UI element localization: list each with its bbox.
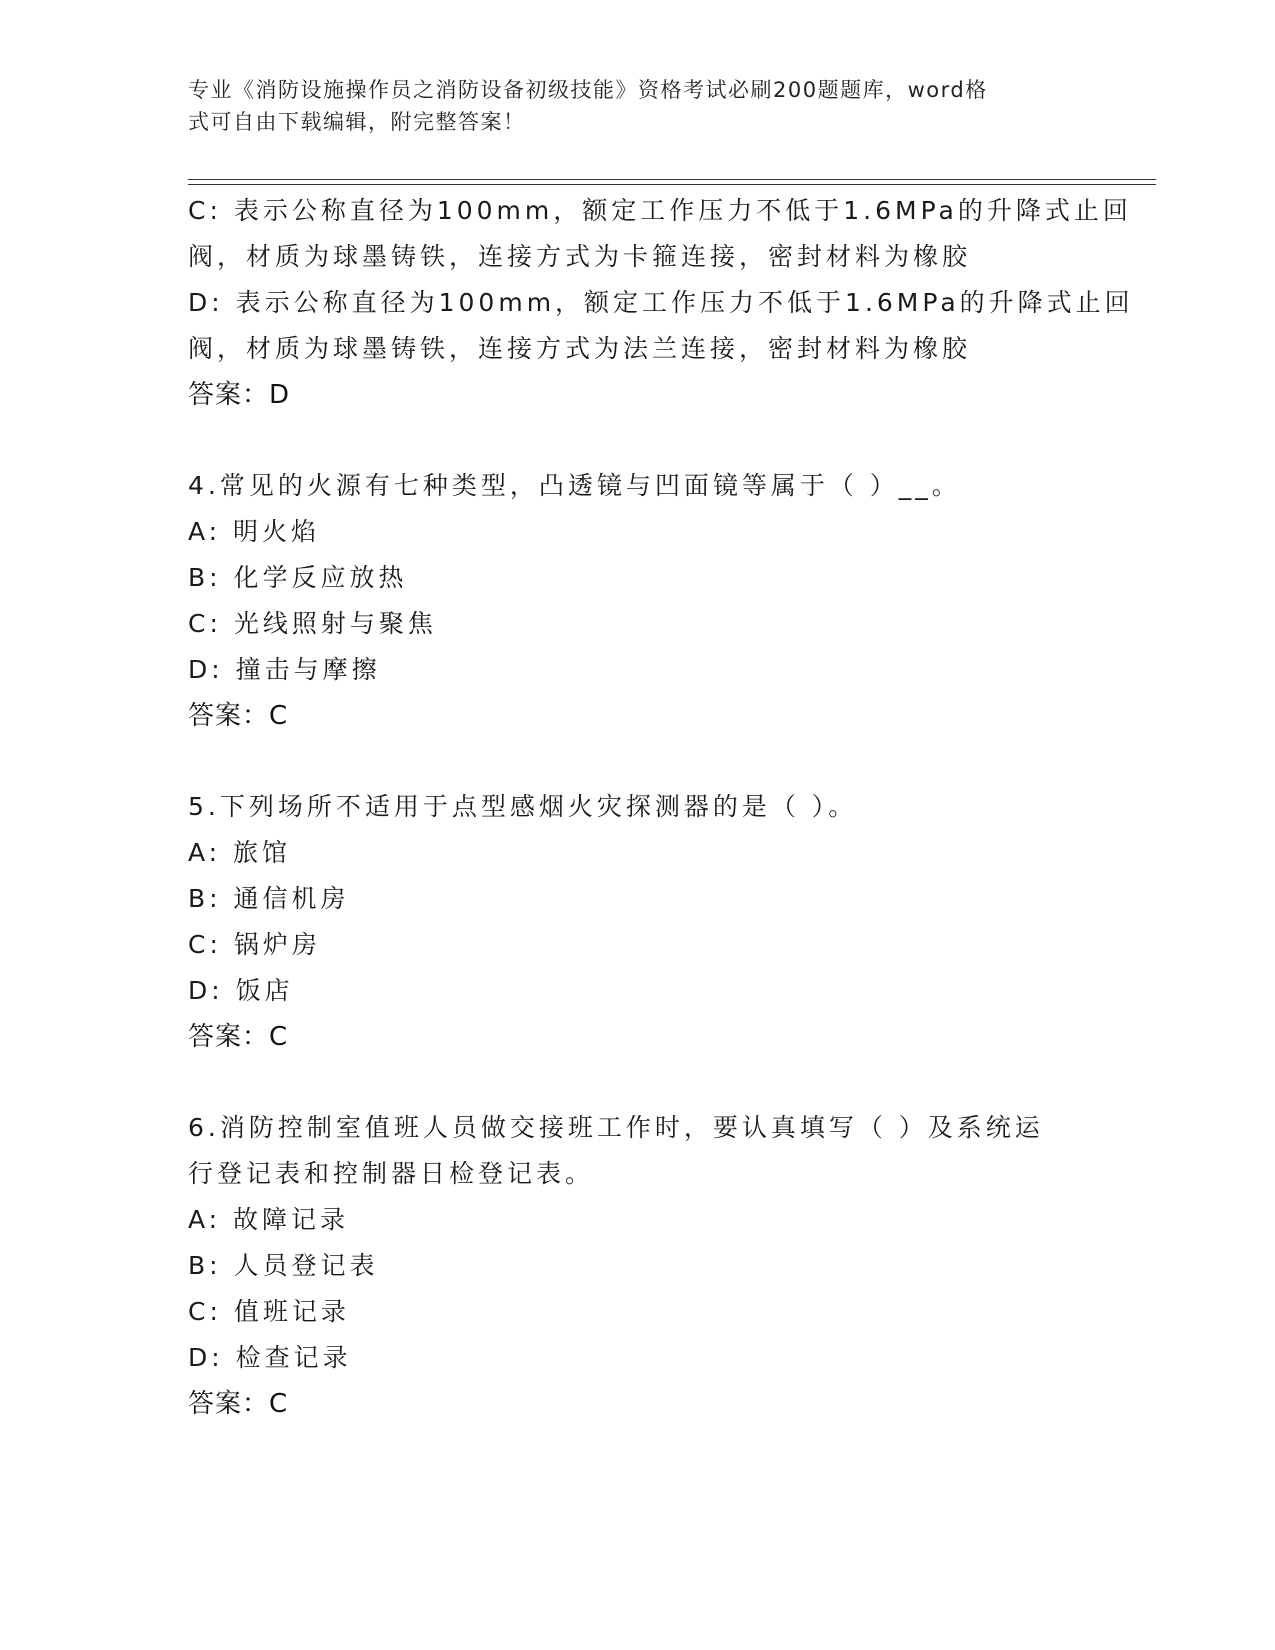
question-5: [188, 784, 1088, 1060]
option-a: A: 明火焰: [188, 517, 321, 546]
question-text-line-1: 6.消防控制室值班人员做交接班工作时，要认真填写（ ）及系统运: [188, 1113, 1044, 1142]
answer-line: 答案：D: [188, 380, 291, 410]
option-b: B: 化学反应放热: [188, 563, 408, 592]
question-6: [188, 1105, 1088, 1427]
option-c: C: 光线照射与聚焦: [188, 609, 437, 638]
header-title-line-1: 专业《消防设施操作员之消防设备初级技能》资格考试必刷200题题库，word格: [188, 78, 988, 102]
question-text: 4.常见的火源有七种类型，凸透镜与凹面镜等属于（ ）__。: [188, 471, 961, 500]
option-c-line-2: 阀，材质为球墨铸铁，连接方式为卡箍连接，密封材料为橡胶: [188, 242, 972, 271]
option-c: C: 锅炉房: [188, 930, 321, 959]
answer-line: 答案：C: [188, 701, 289, 731]
option-b: B: 通信机房: [188, 884, 350, 913]
option-d-line-1: D: 表示公称直径为100mm，额定工作压力不低于1.6MPa的升降式止回: [188, 288, 1134, 317]
header-divider-bottom: [188, 184, 1156, 185]
question-text: 5.下列场所不适用于点型感烟火灾探测器的是（ ）。: [188, 792, 858, 821]
question-3-remainder: [188, 188, 1134, 418]
option-b: B: 人员登记表: [188, 1251, 379, 1280]
option-c: C: 值班记录: [188, 1297, 350, 1326]
spacer: [188, 1060, 1088, 1105]
spacer: [188, 418, 1088, 463]
spacer: [188, 739, 1088, 784]
header-title-line-2: 式可自由下载编辑，附完整答案！: [188, 110, 526, 134]
answer-line: 答案：C: [188, 1022, 289, 1052]
question-list: [188, 188, 1134, 1427]
question-text-line-2: 行登记表和控制器日检登记表。: [188, 1159, 595, 1188]
option-c-line-1: C: 表示公称直径为100mm，额定工作压力不低于1.6MPa的升降式止回: [188, 196, 1132, 225]
document-header: [188, 74, 1068, 138]
question-4: [188, 463, 1088, 739]
option-d-line-2: 阀，材质为球墨铸铁，连接方式为法兰连接，密封材料为橡胶: [188, 334, 972, 363]
header-divider-top: [188, 179, 1156, 180]
option-a: A: 故障记录: [188, 1205, 350, 1234]
option-a: A: 旅馆: [188, 838, 292, 867]
option-d: D: 检查记录: [188, 1343, 352, 1372]
option-d: D: 饭店: [188, 976, 294, 1005]
answer-line: 答案：C: [188, 1389, 289, 1419]
option-d: D: 撞击与摩擦: [188, 655, 381, 684]
